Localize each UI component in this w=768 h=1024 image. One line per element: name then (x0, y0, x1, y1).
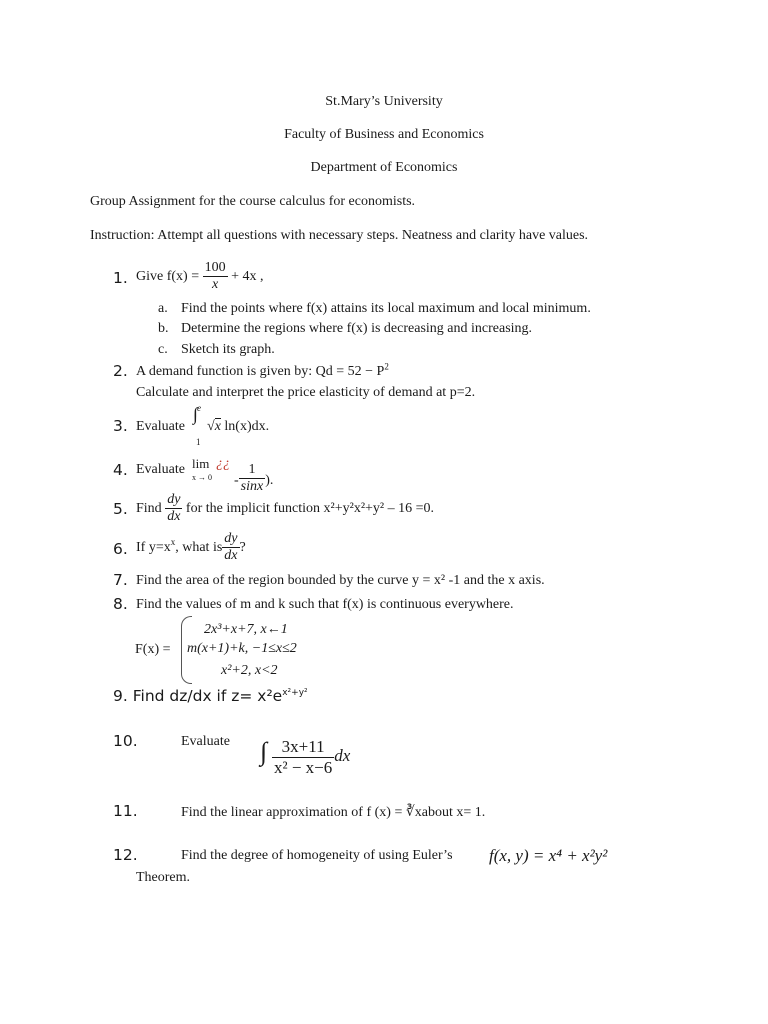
sub-letter: b. (158, 321, 169, 336)
university-title: St.Mary’s University (325, 94, 443, 109)
question-number: 8. (113, 595, 128, 613)
sub-question: Find the points where f(x) attains its local maximum and local minimum. (181, 301, 591, 316)
piecewise-case: x²+2, x<2 (221, 663, 278, 678)
sub-question: Determine the regions where f(x) is decreasing and increasing. (181, 321, 533, 336)
question-number: 5. (113, 500, 128, 518)
question-3-body: √x ln(x)dx. (207, 419, 270, 434)
integral-upper: e (197, 403, 201, 413)
fraction: $\frac{3x+11}{\text{x² − x−6}}$ (274, 737, 333, 777)
question-10-expr: $\frac{3x+11}{\text{x² − x−6}}$ dx (274, 737, 351, 777)
limit-word: lim (192, 456, 210, 471)
sub-letter: a. (158, 301, 168, 316)
question-12: Find the degree of homogeneity of using Euler’s (181, 848, 453, 863)
question-number: 2. (113, 362, 128, 380)
question-3-label: Evaluate (136, 419, 185, 434)
fraction: $\frac{dy}{dx}$ (167, 492, 181, 525)
question-4-label: Evaluate (136, 462, 185, 477)
euler-formula: f(x, y) = x⁴ + x²y² (489, 846, 608, 865)
sub-question: Sketch its graph. (181, 342, 275, 357)
integral-lower: 1 (196, 437, 201, 447)
piecewise-case: m(x+1)+k, −1≤x≤2 (187, 641, 297, 656)
assignment-line: Group Assignment for the course calculus for economists. (90, 194, 416, 209)
question-2: A demand function is given by: $Qd = 52 - P^2$ (136, 361, 389, 379)
question-6: If $y=x^x$, what is $\frac{dy}{dx}$ ? (136, 531, 246, 564)
department-title: Department of Economics (310, 160, 458, 175)
question-1: Give f(x) = $\frac{100}{x}$ + 4x , (136, 260, 264, 293)
question-number: 12. (113, 846, 138, 864)
question-5: Find $\frac{dy}{dx}$ for the implicit function x²+y²x²+y² – 16 =0. (136, 492, 435, 525)
question-number: 11. (113, 802, 138, 820)
question-10-label: Evaluate (181, 734, 230, 749)
limit-sub: x → 0 (192, 473, 212, 482)
sub-letter: c. (158, 342, 168, 357)
faculty-title: Faculty of Business and Economics (284, 127, 484, 142)
garbled-symbol: ¿¿ (216, 456, 230, 471)
question-number: 3. (113, 417, 128, 435)
fraction: $\frac{1}{\sin x}$ (240, 462, 264, 495)
question-11: Find the linear approximation of f (x) = ∛xabout x= 1. (181, 805, 486, 820)
question-7: Find the area of the region bounded by the curve y = x² -1 and the x axis. (136, 573, 545, 588)
question-number: 4. (113, 461, 128, 479)
integral-sign: ∫ (193, 404, 198, 424)
question-number: 7. (113, 571, 128, 589)
question-2-line2: Calculate and interpret the price elasticity of demand at p=2. (136, 385, 476, 400)
question-number: 6. (113, 540, 128, 558)
question-4-body: - $\frac{1}{\sin x}$ ). (234, 462, 274, 495)
instruction-line: Instruction: Attempt all questions with necessary steps. Neatness and clarity have values. (90, 228, 589, 243)
question-number: 10. (113, 732, 138, 750)
integral-sign: ∫ (260, 737, 268, 766)
piecewise-label: F(x) = (135, 642, 171, 657)
question-9: 9. Find dz/dx if $z= x^2e^{x^2+y^2}$ (113, 687, 308, 705)
question-number: 1. (113, 269, 128, 287)
question-12-line2: Theorem. (136, 870, 191, 885)
piecewise-case: 2x³+x+7, x←1 (204, 622, 288, 637)
question-8: Find the values of m and k such that f(x) is continuous everywhere. (136, 597, 514, 612)
fraction: $\frac{dy}{dx}$ (224, 531, 238, 564)
fraction: $\frac{100}{x}$ (204, 260, 226, 293)
sqrt-icon: √ (207, 419, 215, 434)
